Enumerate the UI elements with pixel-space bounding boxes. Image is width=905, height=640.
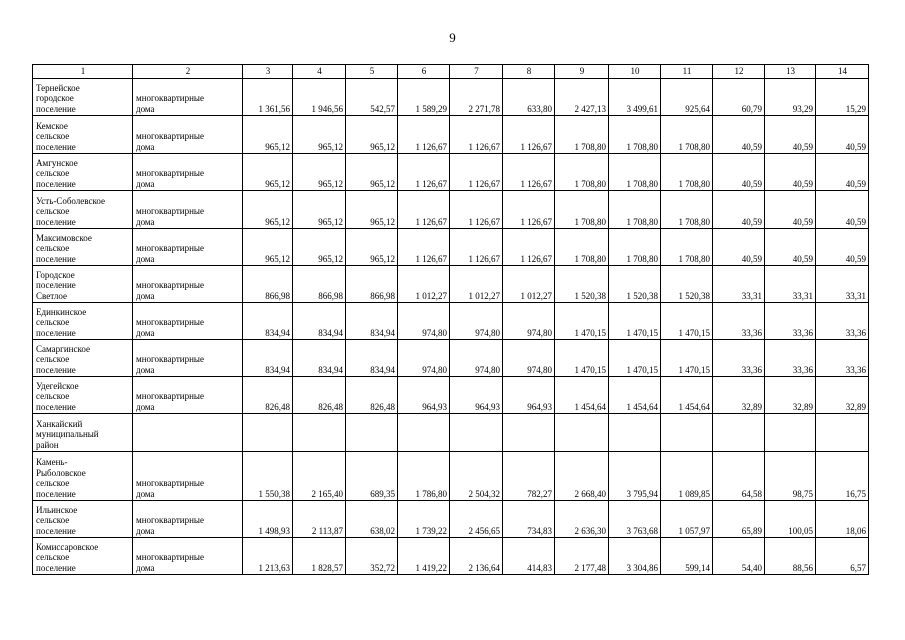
tariff-value-cell: 965,12 bbox=[346, 116, 398, 154]
tariff-value-cell: 1 057,97 bbox=[661, 501, 713, 538]
housing-type-cell bbox=[133, 414, 243, 452]
tariff-value-cell: 1 470,15 bbox=[609, 303, 661, 340]
tariff-value-cell: 2 165,40 bbox=[293, 452, 346, 501]
column-number-cell: 9 bbox=[555, 65, 609, 79]
column-number-cell: 5 bbox=[346, 65, 398, 79]
tariff-value-cell: 2 636,30 bbox=[555, 501, 609, 538]
tariff-value-cell: 638,02 bbox=[346, 501, 398, 538]
tariff-value-cell: 1 946,56 bbox=[293, 79, 346, 116]
table-row bbox=[33, 303, 869, 340]
column-number-cell: 2 bbox=[133, 65, 243, 79]
tariff-value-cell: 965,12 bbox=[293, 191, 346, 229]
tariff-value-cell: 414,83 bbox=[503, 538, 555, 575]
housing-type-cell: многоквартирные дома bbox=[133, 79, 243, 116]
column-number-cell: 13 bbox=[765, 65, 816, 79]
page-number: 9 bbox=[449, 30, 456, 45]
tariff-value-cell: 965,12 bbox=[293, 154, 346, 191]
tariff-value-cell: 40,59 bbox=[816, 229, 869, 266]
tariff-value-cell: 40,59 bbox=[765, 116, 816, 154]
tariff-value-cell: 965,12 bbox=[346, 154, 398, 191]
tariff-value-cell: 40,59 bbox=[816, 191, 869, 229]
tariff-value-cell: 964,93 bbox=[503, 377, 555, 414]
table-row bbox=[33, 414, 869, 452]
tariff-value-cell: 1 126,67 bbox=[503, 191, 555, 229]
tariff-value-cell: 866,98 bbox=[243, 266, 293, 303]
column-number-row bbox=[33, 65, 869, 79]
tariff-value-cell: 2 271,78 bbox=[450, 79, 503, 116]
tariff-value-cell: 1 126,67 bbox=[450, 154, 503, 191]
settlement-name-cell: Камень- Рыболовское сельское поселение bbox=[33, 452, 133, 501]
tariff-value-cell bbox=[346, 414, 398, 452]
tariff-value-cell: 32,89 bbox=[816, 377, 869, 414]
tariff-value-cell: 93,29 bbox=[765, 79, 816, 116]
column-number-cell: 4 bbox=[293, 65, 346, 79]
settlement-name-cell: Комиссаровское сельское поселение bbox=[33, 538, 133, 575]
tariff-value-cell: 834,94 bbox=[293, 303, 346, 340]
tariff-value-cell: 1 126,67 bbox=[450, 191, 503, 229]
tariff-value-cell: 98,75 bbox=[765, 452, 816, 501]
tariff-value-cell: 1 126,67 bbox=[398, 116, 450, 154]
tariff-value-cell: 40,59 bbox=[713, 116, 765, 154]
tariff-value-cell: 964,93 bbox=[398, 377, 450, 414]
tariff-value-cell: 965,12 bbox=[346, 191, 398, 229]
tariff-value-cell: 1 828,57 bbox=[293, 538, 346, 575]
table-row bbox=[33, 79, 869, 116]
tariff-value-cell bbox=[661, 414, 713, 452]
housing-type-cell: многоквартирные дома bbox=[133, 501, 243, 538]
tariff-value-cell: 633,80 bbox=[503, 79, 555, 116]
tariff-value-cell: 40,59 bbox=[765, 154, 816, 191]
tariff-value-cell: 1 126,67 bbox=[450, 229, 503, 266]
tariff-value-cell bbox=[609, 414, 661, 452]
tariff-value-cell: 352,72 bbox=[346, 538, 398, 575]
tariff-value-cell: 1 126,67 bbox=[450, 116, 503, 154]
housing-type-cell: многоквартирные дома bbox=[133, 303, 243, 340]
tariff-value-cell: 974,80 bbox=[503, 340, 555, 377]
settlement-name-cell: Городское поселение Светлое bbox=[33, 266, 133, 303]
tariff-value-cell: 32,89 bbox=[713, 377, 765, 414]
tariff-value-cell: 33,31 bbox=[765, 266, 816, 303]
tariff-value-cell: 2 113,87 bbox=[293, 501, 346, 538]
housing-type-cell: многоквартирные дома bbox=[133, 229, 243, 266]
column-number-cell: 14 bbox=[816, 65, 869, 79]
tariff-value-cell: 974,80 bbox=[398, 303, 450, 340]
tariff-value-cell: 542,57 bbox=[346, 79, 398, 116]
tariff-value-cell: 100,05 bbox=[765, 501, 816, 538]
tariff-value-cell: 974,80 bbox=[398, 340, 450, 377]
table-row bbox=[33, 116, 869, 154]
tariff-value-cell: 1 089,85 bbox=[661, 452, 713, 501]
tariff-value-cell: 834,94 bbox=[346, 303, 398, 340]
tariff-value-cell: 2 136,64 bbox=[450, 538, 503, 575]
tariff-value-cell: 782,27 bbox=[503, 452, 555, 501]
tariff-value-cell: 1 470,15 bbox=[555, 340, 609, 377]
housing-type-cell: многоквартирные дома bbox=[133, 340, 243, 377]
column-number-cell: 11 bbox=[661, 65, 713, 79]
tariff-value-cell: 1 361,56 bbox=[243, 79, 293, 116]
tariff-value-cell: 1 589,29 bbox=[398, 79, 450, 116]
tariff-value-cell: 1 520,38 bbox=[661, 266, 713, 303]
tariff-value-cell: 33,36 bbox=[816, 303, 869, 340]
housing-type-cell: многоквартирные дома bbox=[133, 538, 243, 575]
tariff-value-cell: 40,59 bbox=[713, 229, 765, 266]
tariff-value-cell: 32,89 bbox=[765, 377, 816, 414]
tariff-value-cell: 3 795,94 bbox=[609, 452, 661, 501]
tariff-value-cell: 599,14 bbox=[661, 538, 713, 575]
tariff-value-cell: 964,93 bbox=[450, 377, 503, 414]
tariff-value-cell bbox=[555, 414, 609, 452]
tariff-value-cell: 33,36 bbox=[816, 340, 869, 377]
table-row bbox=[33, 229, 869, 266]
tariff-value-cell: 965,12 bbox=[293, 229, 346, 266]
tariff-value-cell: 40,59 bbox=[713, 154, 765, 191]
tariff-value-cell: 826,48 bbox=[293, 377, 346, 414]
tariff-value-cell: 1 126,67 bbox=[398, 229, 450, 266]
tariff-value-cell: 1 739,22 bbox=[398, 501, 450, 538]
tariff-value-cell: 1 454,64 bbox=[609, 377, 661, 414]
tariff-value-cell bbox=[450, 414, 503, 452]
housing-type-cell: многоквартирные дома bbox=[133, 116, 243, 154]
tariff-value-cell: 1 708,80 bbox=[609, 191, 661, 229]
tariff-value-cell: 1 012,27 bbox=[398, 266, 450, 303]
tariff-value-cell: 2 427,13 bbox=[555, 79, 609, 116]
tariff-value-cell: 1 520,38 bbox=[555, 266, 609, 303]
tariff-value-cell: 2 504,32 bbox=[450, 452, 503, 501]
table-row bbox=[33, 377, 869, 414]
tariff-value-cell: 33,36 bbox=[713, 340, 765, 377]
tariff-value-cell: 54,40 bbox=[713, 538, 765, 575]
tariff-value-cell: 3 763,68 bbox=[609, 501, 661, 538]
table-row bbox=[33, 191, 869, 229]
housing-type-cell: многоквартирные дома bbox=[133, 266, 243, 303]
settlement-name-cell: Кемское сельское поселение bbox=[33, 116, 133, 154]
housing-type-cell: многоквартирные дома bbox=[133, 377, 243, 414]
settlement-name-cell: Тернейское городское поселение bbox=[33, 79, 133, 116]
tariff-value-cell: 1 454,64 bbox=[661, 377, 713, 414]
settlement-name-cell: Ханкайский муниципальный район bbox=[33, 414, 133, 452]
table-row bbox=[33, 154, 869, 191]
tariff-value-cell: 40,59 bbox=[713, 191, 765, 229]
tariff-value-cell: 1 520,38 bbox=[609, 266, 661, 303]
column-number-cell: 6 bbox=[398, 65, 450, 79]
tariff-value-cell: 16,75 bbox=[816, 452, 869, 501]
tariff-value-cell: 925,64 bbox=[661, 79, 713, 116]
column-number-cell: 1 bbox=[33, 65, 133, 79]
tariff-value-cell: 6,57 bbox=[816, 538, 869, 575]
settlement-name-cell: Единкинское сельское поселение bbox=[33, 303, 133, 340]
tariff-value-cell: 1 498,93 bbox=[243, 501, 293, 538]
tariff-value-cell: 826,48 bbox=[346, 377, 398, 414]
table-row bbox=[33, 452, 869, 501]
column-number-cell: 8 bbox=[503, 65, 555, 79]
tariff-value-cell bbox=[503, 414, 555, 452]
tariff-value-cell: 1 708,80 bbox=[609, 154, 661, 191]
table-row bbox=[33, 266, 869, 303]
tariff-value-cell: 60,79 bbox=[713, 79, 765, 116]
settlement-name-cell: Удегейское сельское поселение bbox=[33, 377, 133, 414]
tariff-value-cell: 1 126,67 bbox=[398, 191, 450, 229]
tariff-value-cell: 1 419,22 bbox=[398, 538, 450, 575]
column-number-cell: 3 bbox=[243, 65, 293, 79]
tariff-value-cell bbox=[243, 414, 293, 452]
housing-type-cell: многоквартирные дома bbox=[133, 154, 243, 191]
tariff-value-cell: 1 126,67 bbox=[398, 154, 450, 191]
tariff-value-cell: 65,89 bbox=[713, 501, 765, 538]
tariff-value-cell: 1 470,15 bbox=[609, 340, 661, 377]
tariff-value-cell: 689,35 bbox=[346, 452, 398, 501]
tariff-value-cell: 974,80 bbox=[450, 303, 503, 340]
settlement-name-cell: Самаргинское сельское поселение bbox=[33, 340, 133, 377]
tariff-value-cell: 834,94 bbox=[243, 340, 293, 377]
tariff-value-cell: 1 126,67 bbox=[503, 154, 555, 191]
tariff-value-cell: 1 470,15 bbox=[661, 340, 713, 377]
tariff-table bbox=[32, 64, 869, 575]
tariff-value-cell: 1 708,80 bbox=[555, 191, 609, 229]
tariff-value-cell: 1 708,80 bbox=[661, 191, 713, 229]
table-row bbox=[33, 501, 869, 538]
tariff-value-cell: 40,59 bbox=[816, 116, 869, 154]
tariff-value-cell: 1 708,80 bbox=[661, 229, 713, 266]
tariff-value-cell: 965,12 bbox=[243, 229, 293, 266]
tariff-value-cell: 1 012,27 bbox=[450, 266, 503, 303]
tariff-value-cell: 40,59 bbox=[765, 191, 816, 229]
tariff-value-cell: 965,12 bbox=[243, 191, 293, 229]
tariff-value-cell: 965,12 bbox=[346, 229, 398, 266]
tariff-value-cell bbox=[765, 414, 816, 452]
table-row bbox=[33, 340, 869, 377]
tariff-value-cell: 64,58 bbox=[713, 452, 765, 501]
tariff-value-cell: 1 708,80 bbox=[609, 116, 661, 154]
tariff-value-cell: 1 012,27 bbox=[503, 266, 555, 303]
tariff-value-cell: 1 708,80 bbox=[555, 229, 609, 266]
tariff-value-cell bbox=[713, 414, 765, 452]
tariff-value-cell: 3 499,61 bbox=[609, 79, 661, 116]
settlement-name-cell: Максимовское сельское поселение bbox=[33, 229, 133, 266]
column-number-cell: 12 bbox=[713, 65, 765, 79]
tariff-value-cell: 33,31 bbox=[816, 266, 869, 303]
tariff-value-cell: 1 550,38 bbox=[243, 452, 293, 501]
settlement-name-cell: Амгунское сельское поселение bbox=[33, 154, 133, 191]
tariff-value-cell: 1 470,15 bbox=[555, 303, 609, 340]
tariff-value-cell: 1 708,80 bbox=[555, 154, 609, 191]
housing-type-cell: многоквартирные дома bbox=[133, 452, 243, 501]
tariff-value-cell: 974,80 bbox=[503, 303, 555, 340]
tariff-value-cell: 965,12 bbox=[243, 154, 293, 191]
tariff-value-cell bbox=[293, 414, 346, 452]
tariff-value-cell: 974,80 bbox=[450, 340, 503, 377]
tariff-value-cell: 1 470,15 bbox=[661, 303, 713, 340]
column-number-cell: 7 bbox=[450, 65, 503, 79]
tariff-value-cell: 965,12 bbox=[243, 116, 293, 154]
tariff-value-cell: 866,98 bbox=[293, 266, 346, 303]
tariff-value-cell: 1 786,80 bbox=[398, 452, 450, 501]
tariff-value-cell: 1 126,67 bbox=[503, 229, 555, 266]
tariff-value-cell: 1 708,80 bbox=[661, 116, 713, 154]
tariff-value-cell: 834,94 bbox=[346, 340, 398, 377]
tariff-value-cell: 1 708,80 bbox=[609, 229, 661, 266]
tariff-value-cell: 18,06 bbox=[816, 501, 869, 538]
tariff-value-cell: 1 213,63 bbox=[243, 538, 293, 575]
tariff-value-cell: 2 668,40 bbox=[555, 452, 609, 501]
table-row bbox=[33, 538, 869, 575]
tariff-value-cell bbox=[398, 414, 450, 452]
tariff-value-cell: 834,94 bbox=[243, 303, 293, 340]
tariff-value-cell: 40,59 bbox=[816, 154, 869, 191]
tariff-value-cell: 3 304,86 bbox=[609, 538, 661, 575]
tariff-value-cell: 33,36 bbox=[713, 303, 765, 340]
tariff-value-cell: 1 454,64 bbox=[555, 377, 609, 414]
tariff-value-cell: 2 177,48 bbox=[555, 538, 609, 575]
tariff-value-cell: 965,12 bbox=[293, 116, 346, 154]
tariff-value-cell: 1 708,80 bbox=[555, 116, 609, 154]
tariff-value-cell: 2 456,65 bbox=[450, 501, 503, 538]
tariff-value-cell: 15,29 bbox=[816, 79, 869, 116]
housing-type-cell: многоквартирные дома bbox=[133, 191, 243, 229]
tariff-value-cell: 33,31 bbox=[713, 266, 765, 303]
tariff-value-cell bbox=[816, 414, 869, 452]
column-number-cell: 10 bbox=[609, 65, 661, 79]
settlement-name-cell: Ильинское сельское поселение bbox=[33, 501, 133, 538]
tariff-value-cell: 834,94 bbox=[293, 340, 346, 377]
tariff-value-cell: 33,36 bbox=[765, 340, 816, 377]
tariff-value-cell: 826,48 bbox=[243, 377, 293, 414]
tariff-value-cell: 866,98 bbox=[346, 266, 398, 303]
tariff-value-cell: 88,56 bbox=[765, 538, 816, 575]
tariff-value-cell: 1 708,80 bbox=[661, 154, 713, 191]
tariff-value-cell: 33,36 bbox=[765, 303, 816, 340]
settlement-name-cell: Усть-Соболевское сельское поселение bbox=[33, 191, 133, 229]
tariff-value-cell: 1 126,67 bbox=[503, 116, 555, 154]
tariff-value-cell: 734,83 bbox=[503, 501, 555, 538]
tariff-value-cell: 40,59 bbox=[765, 229, 816, 266]
